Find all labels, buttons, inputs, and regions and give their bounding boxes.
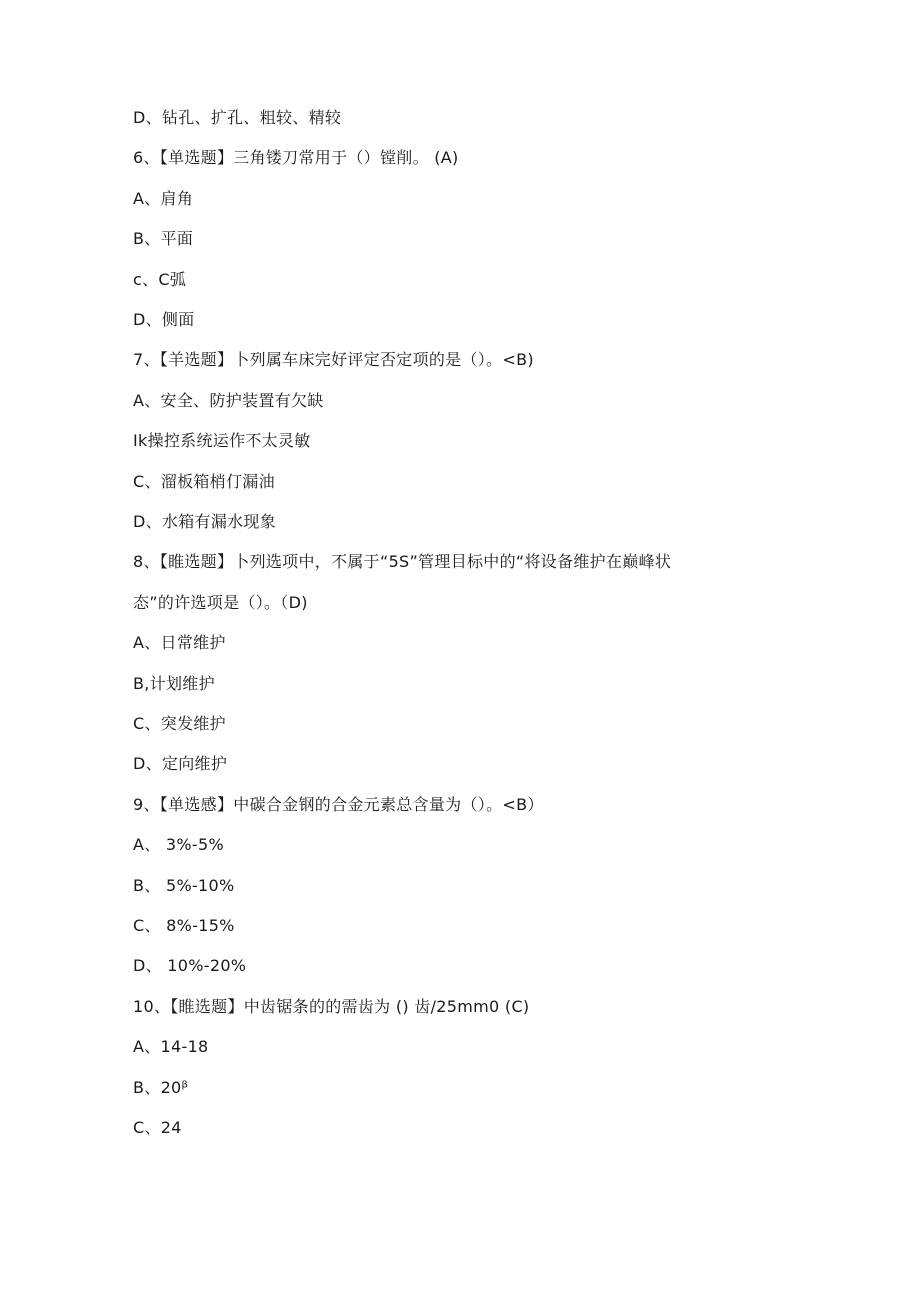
option-d-q7: D、水箱有漏水现象: [133, 512, 277, 531]
option-a-q6: A、肩角: [133, 189, 194, 208]
option-c-q8: C、突发维护: [133, 714, 226, 733]
question-9: 9、【单选感】中碳合金钢的合金元素总含量为（）。<B）: [133, 795, 544, 814]
question-10: 10、【睢选题】中齿锯条的的需齿为 () 齿/25mm0 (C): [133, 997, 530, 1016]
question-8-line-2: 态”的许选项是（）。（D): [133, 593, 308, 612]
option-a-q9: A、 3%-5%: [133, 835, 224, 854]
option-b-q7: Ik操控系统运作不太灵敏: [133, 431, 311, 450]
option-d-q8: D、定向维护: [133, 754, 228, 773]
option-c-q9: C、 8%-15%: [133, 916, 235, 935]
option-a-q7: A、安全、防护装置有欠缺: [133, 391, 324, 410]
option-d-q6: D、侧面: [133, 310, 195, 329]
question-6: 6、【单选题】三角镂刀常用于（）镗削。 (A): [133, 148, 459, 167]
option-b-q8: B,计划维护: [133, 674, 215, 693]
option-b-q6: B、平面: [133, 229, 194, 248]
option-a-q8: A、日常维护: [133, 633, 226, 652]
option-c-q6: c、C弧: [133, 270, 187, 289]
option-d-q5: D、钻孔、扩孔、粗较、精较: [133, 108, 342, 127]
option-c-q7: C、溜板箱梢仃漏油: [133, 472, 275, 491]
option-b-q10: B、20ᵝ: [133, 1078, 189, 1097]
option-b-q9: B、 5%-10%: [133, 876, 235, 895]
option-d-q9: D、 10%-20%: [133, 956, 247, 975]
option-c-q10: C、24: [133, 1118, 182, 1137]
option-a-q10: A、14-18: [133, 1037, 209, 1056]
question-8-line-1: 8、【睢选题】卜列选项中，不属于“5S”管理目标中的“将设备维护在巅峰状: [133, 552, 672, 571]
question-7: 7、【羊选题】卜列属车床完好评定否定项的是（）。<B): [133, 350, 534, 369]
